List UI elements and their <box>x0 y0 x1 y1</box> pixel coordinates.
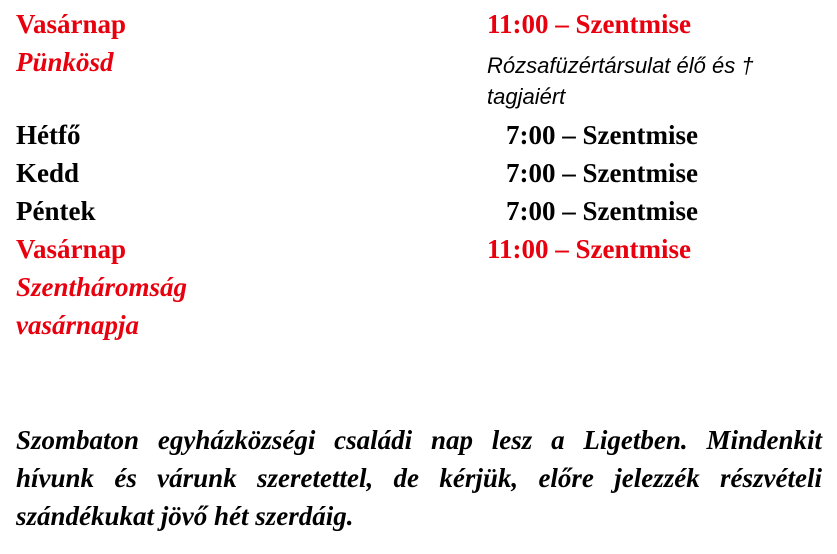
schedule-time: 7:00 – Szentmise <box>506 158 698 188</box>
schedule-time: 11:00 – Szentmise <box>487 234 691 264</box>
schedule-day: Kedd <box>16 158 80 188</box>
schedule-time: 7:00 – Szentmise <box>506 196 698 226</box>
feast-name-trinity-line2: vasárnapja <box>16 310 140 340</box>
schedule-time: 7:00 – Szentmise <box>506 120 698 150</box>
schedule-time: 11:00 – Szentmise <box>487 9 691 39</box>
feast-name-pentecost: Pünkösd <box>16 47 114 77</box>
parish-announcement: Szombaton egyházközségi családi nap lesz a Ligetben. Mindenkit hívunk és várunk szeretettel, de kérjük, előre jelezzék részvételi szándékukat jövő hét szerdáig. <box>16 425 822 531</box>
mass-intention: Rózsafüzértársulat élő és † tagjaiért <box>487 53 754 109</box>
schedule-day: Péntek <box>16 196 96 226</box>
schedule-day: Vasárnap <box>16 234 127 264</box>
feast-name-trinity-line1: Szentháromság <box>16 272 188 302</box>
schedule-day: Hétfő <box>16 120 81 150</box>
schedule-day: Vasárnap <box>16 9 127 39</box>
